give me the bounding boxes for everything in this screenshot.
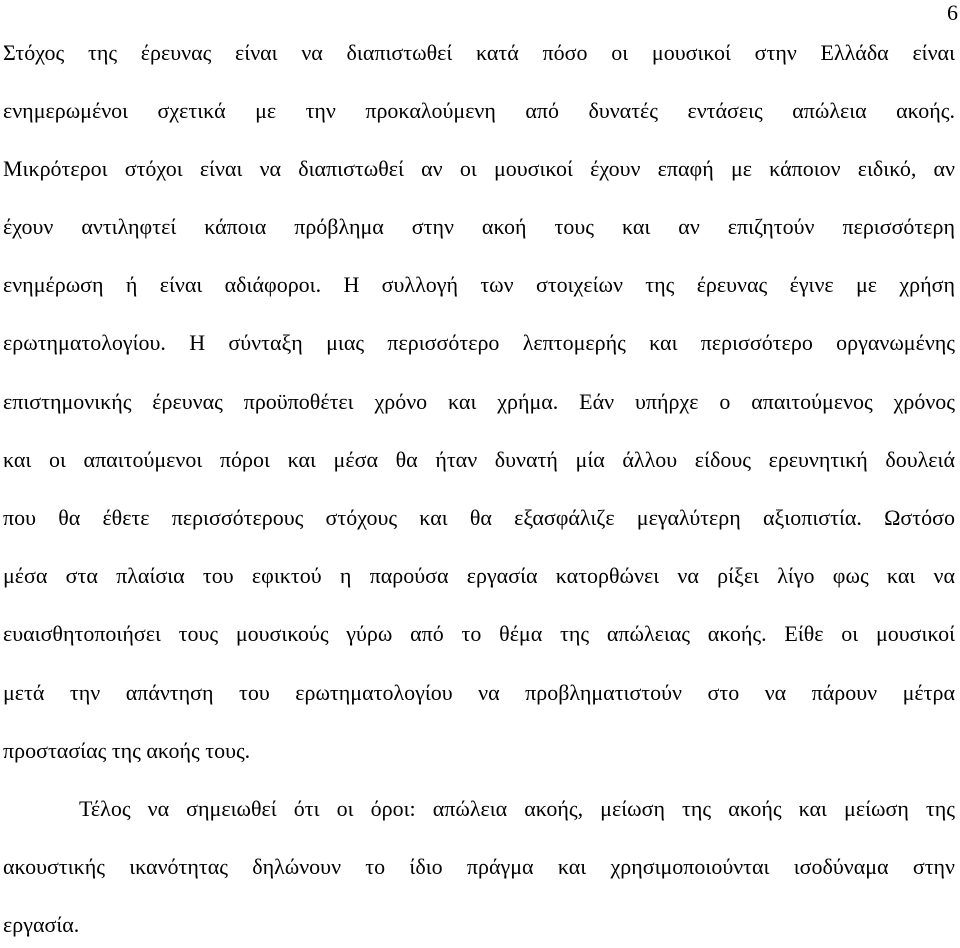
text-line: που θα έθετε περισσότερους στόχους και θα εξασφάλιζε μεγαλύτερη αξιοπιστία. Ωστόσο xyxy=(3,505,955,530)
text-line: έχουν αντιληφτεί κάποια πρόβλημα στην ακοή τους και αν επιζητούν περισσότερη xyxy=(3,214,955,239)
text-line: επιστημονικής έρευνας προϋποθέτει χρόνο και χρήμα. Εάν υπήρχε ο απαιτούμενος χρόνος xyxy=(3,389,955,414)
text-line: ενημέρωση ή είναι αδιάφοροι. Η συλλογή των στοιχείων της έρευνας έγινε με χρήση xyxy=(3,272,955,297)
text-line: ερωτηματολογίου. Η σύνταξη μιας περισσότερο λεπτομερής και περισσότερο οργανωμένης xyxy=(3,330,955,355)
text-line: Στόχος της έρευνας είναι να διαπιστωθεί κατά πόσο οι μουσικοί στην Ελλάδα είναι xyxy=(3,40,955,65)
text-line: προστασίας της ακοής τους. xyxy=(3,738,251,763)
text-line: εργασία. xyxy=(3,912,80,937)
text-line: μέσα στα πλαίσια του εφικτού η παρούσα εργασία κατορθώνει να ρίξει λίγο φως και να xyxy=(3,563,955,588)
text-line: Μικρότεροι στόχοι είναι να διαπιστωθεί αν οι μουσικοί έχουν επαφή με κάποιον ειδικό, αν xyxy=(3,156,955,181)
text-line: μετά την απάντηση του ερωτηματολογίου να προβληματιστούν στο να πάρουν μέτρα xyxy=(3,680,955,705)
text-line: ενημερωμένοι σχετικά με την προκαλούμενη από δυνατές εντάσεις απώλεια ακοής. xyxy=(3,98,955,123)
text-line: Τέλος να σημειωθεί ότι οι όροι: απώλεια ακοής, μείωση της ακοής και μείωση της xyxy=(79,796,955,821)
text-line: ακουστικής ικανότητας δηλώνουν το ίδιο πράγμα και χρησιμοποιούνται ισοδύναμα στην xyxy=(3,854,955,879)
page-number: 6 xyxy=(947,0,958,25)
text-line: ευαισθητοποιήσει τους μουσικούς γύρω από το θέμα της απώλειας ακοής. Είθε οι μουσικοί xyxy=(3,621,955,646)
text-line: και οι απαιτούμενοι πόροι και μέσα θα ήταν δυνατή μία άλλου είδους ερευνητική δουλειά xyxy=(3,447,955,472)
